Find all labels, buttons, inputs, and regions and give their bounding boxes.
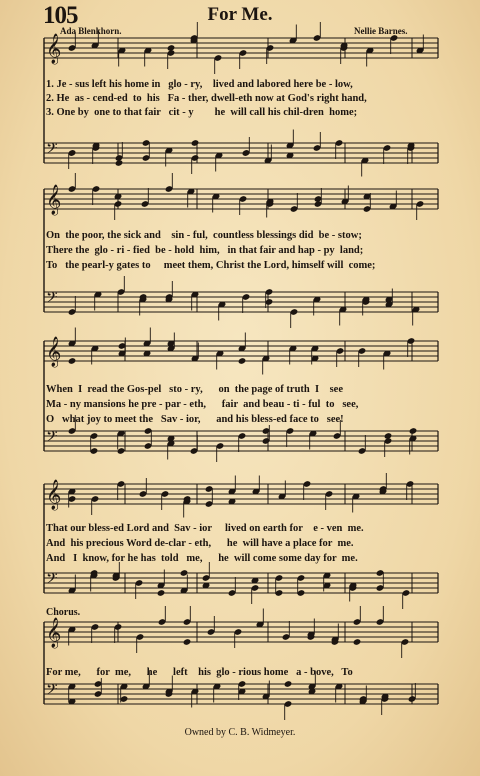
- lyricist-credit: Ada Blenkhorn.: [60, 26, 122, 36]
- chorus-lyric-line: For me, for me, he left his glo - rious home a - bove, To: [46, 667, 353, 678]
- copyright-footer: Owned by C. B. Widmeyer.: [184, 727, 296, 738]
- note-head: [353, 638, 362, 646]
- lyric-line: To the pearl-y gates to meet them, Christ the Lord, himself will come;: [46, 260, 376, 271]
- lyric-line: Ma - ny mansions he pre - par - eth, fair and beau - ti - ful to see,: [46, 399, 359, 410]
- note-head: [284, 680, 293, 688]
- lyric-line: 3. One by one to that fair cit - y he will call his chil-dren home;: [46, 107, 358, 118]
- composer-credit: Nellie Barnes.: [354, 26, 408, 36]
- note-head: [167, 44, 176, 52]
- bass-clef-icon: 𝄢: [46, 289, 58, 310]
- lyric-line: And his precious Word de-clar - eth, he will have a place for me.: [46, 538, 354, 549]
- note-head: [157, 589, 166, 597]
- hymn-number: 105: [43, 2, 78, 29]
- treble-clef-icon: 𝄞: [46, 34, 62, 64]
- bass-clef-icon: 𝄢: [46, 681, 58, 702]
- note-head: [68, 357, 77, 365]
- bass-clef-icon: 𝄢: [46, 570, 58, 591]
- lyric-line: 2. He as - cend-ed to his Fa - ther, dwell-eth now at God's right hand,: [46, 93, 367, 104]
- treble-clef-icon: 𝄞: [46, 618, 62, 648]
- chorus-label: Chorus.: [46, 607, 81, 618]
- note-head: [384, 432, 393, 440]
- treble-clef-icon: 𝄞: [46, 480, 62, 510]
- lyric-line: On the poor, the sick and sin - ful, countless blessings did be - stow;: [46, 230, 362, 241]
- note-head: [238, 357, 247, 365]
- treble-clef-icon: 𝄞: [46, 185, 62, 215]
- treble-clef-icon: 𝄞: [46, 337, 62, 367]
- lyric-line: That our bless-ed Lord and Sav - ior lived on earth for e - ven me.: [46, 523, 364, 534]
- lyric-line: When I read the Gos-pel sto - ry, on the page of truth I see: [46, 384, 344, 395]
- note-head: [191, 139, 200, 147]
- note-head: [409, 427, 418, 435]
- bass-clef-icon: 𝄢: [46, 428, 58, 449]
- note-head: [115, 159, 124, 167]
- lyric-line: O what joy to meet the Sav - ior, and his bless-ed face to see!: [46, 414, 344, 425]
- lyric-line: There the glo - ri - fied be - hold him, in that fair and hap - py land;: [46, 245, 364, 256]
- hymn-title: For Me.: [207, 4, 273, 25]
- lyric-line: And I know, for he has told me, he will come some day for me.: [46, 553, 358, 564]
- note-head: [183, 638, 192, 646]
- bass-clef-icon: 𝄢: [46, 140, 58, 161]
- lyric-line: 1. Je - sus left his home in glo - ry, lived and labored here be - low,: [46, 79, 353, 90]
